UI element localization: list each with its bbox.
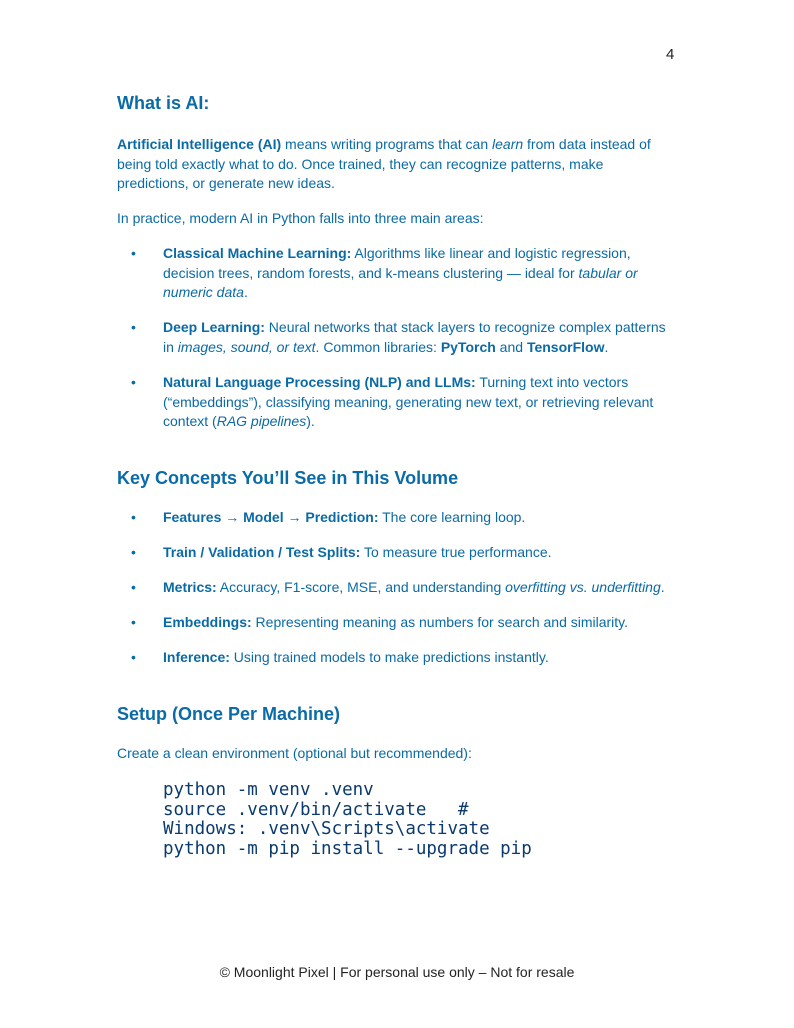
list-item-inference (163, 648, 678, 668)
bullet-text-mid: . Common libraries: (315, 338, 441, 355)
bullet-term: Inference: (163, 649, 230, 665)
bullet-text-end: . (243, 284, 248, 300)
code-line: python -m venv .venv (163, 780, 374, 800)
bullet-emphasis: RAG pipelines (216, 413, 307, 429)
bullet-emphasis: tabular or numeric data (163, 264, 638, 300)
page-number: 4 (666, 46, 675, 63)
bullet-text-end: ). (306, 413, 315, 429)
learn-emphasis: learn (492, 136, 524, 152)
list-item-classical-ml (163, 244, 678, 303)
list-item-nlp-llms (163, 373, 678, 432)
code-line: source .venv/bin/activate # (163, 799, 469, 820)
bullet-text: Representing meaning as numbers for search and similarity. (251, 614, 629, 630)
library-tensorflow: TensorFlow (526, 338, 605, 355)
bullet-text: Algorithms like linear and logistic regression, decision trees, random forests, and k-means clustering — ideal for (163, 245, 631, 281)
list-item-metrics (163, 578, 678, 598)
code-line: python -m pip install --upgrade pip (163, 838, 532, 859)
bullet-text: Turning text into vectors (“embeddings”), classifying meaning, generating new text, or retrieving relevant context ( (163, 374, 654, 429)
areas-intro: In practice, modern AI in Python falls into three main areas: (117, 210, 484, 226)
heading-what-is-ai: What is AI: (117, 93, 210, 113)
library-pytorch: PyTorch (440, 338, 496, 355)
bullet-term: Natural Language Processing (NLP) and LLMs: (163, 374, 476, 390)
code-block (163, 781, 532, 859)
heading-key-concepts: Key Concepts You’ll See in This Volume (117, 468, 459, 488)
bullet-text: Using trained models to make predictions instantly. (229, 649, 549, 665)
footer-copyright: © Moonlight Pixel | For personal use only – Not for resale (219, 964, 575, 980)
setup-intro: Create a clean environment (optional but recommended): (117, 745, 472, 761)
bullet-emphasis: images, sound, or text (177, 338, 316, 355)
bullet-emphasis: overfitting vs. underfitting (505, 579, 661, 595)
ai-def-text-b: from data instead of being told exactly what to do. Once trained, they can recognize patterns, make predictions, or generate new ideas. (117, 136, 651, 191)
bullet-term: Metrics: (163, 579, 217, 595)
bullet-term: Train / Validation / Test Splits: (163, 544, 361, 560)
list-item-splits (163, 543, 678, 563)
list-item-embeddings (163, 613, 678, 633)
bullet-text-end: . (604, 338, 609, 355)
bullet-text: Neural networks that stack layers to recognize complex patterns in (163, 319, 666, 355)
ai-def-text-a: means writing programs that can (281, 136, 493, 152)
bullet-term: Deep Learning: (163, 319, 265, 335)
bullet-term: Embeddings: (163, 614, 252, 630)
list-item-deep-learning (163, 318, 678, 357)
bullet-text-end: . (660, 579, 665, 595)
list-item-features (163, 508, 678, 528)
ai-definition-paragraph (117, 135, 677, 194)
bullet-text: Accuracy, F1-score, MSE, and understanding (216, 579, 506, 595)
bullet-and: and (495, 338, 527, 355)
ai-term: Artificial Intelligence (AI) (117, 136, 282, 152)
bullet-term: Features → Model → Prediction: (163, 509, 379, 525)
heading-setup: Setup (Once Per Machine) (117, 704, 341, 724)
bullet-text: The core learning loop. (378, 509, 526, 525)
bullet-text: To measure true performance. (360, 544, 552, 560)
code-line: Windows: .venv\Scripts\activate (163, 819, 490, 840)
bullet-term: Classical Machine Learning: (163, 245, 352, 261)
